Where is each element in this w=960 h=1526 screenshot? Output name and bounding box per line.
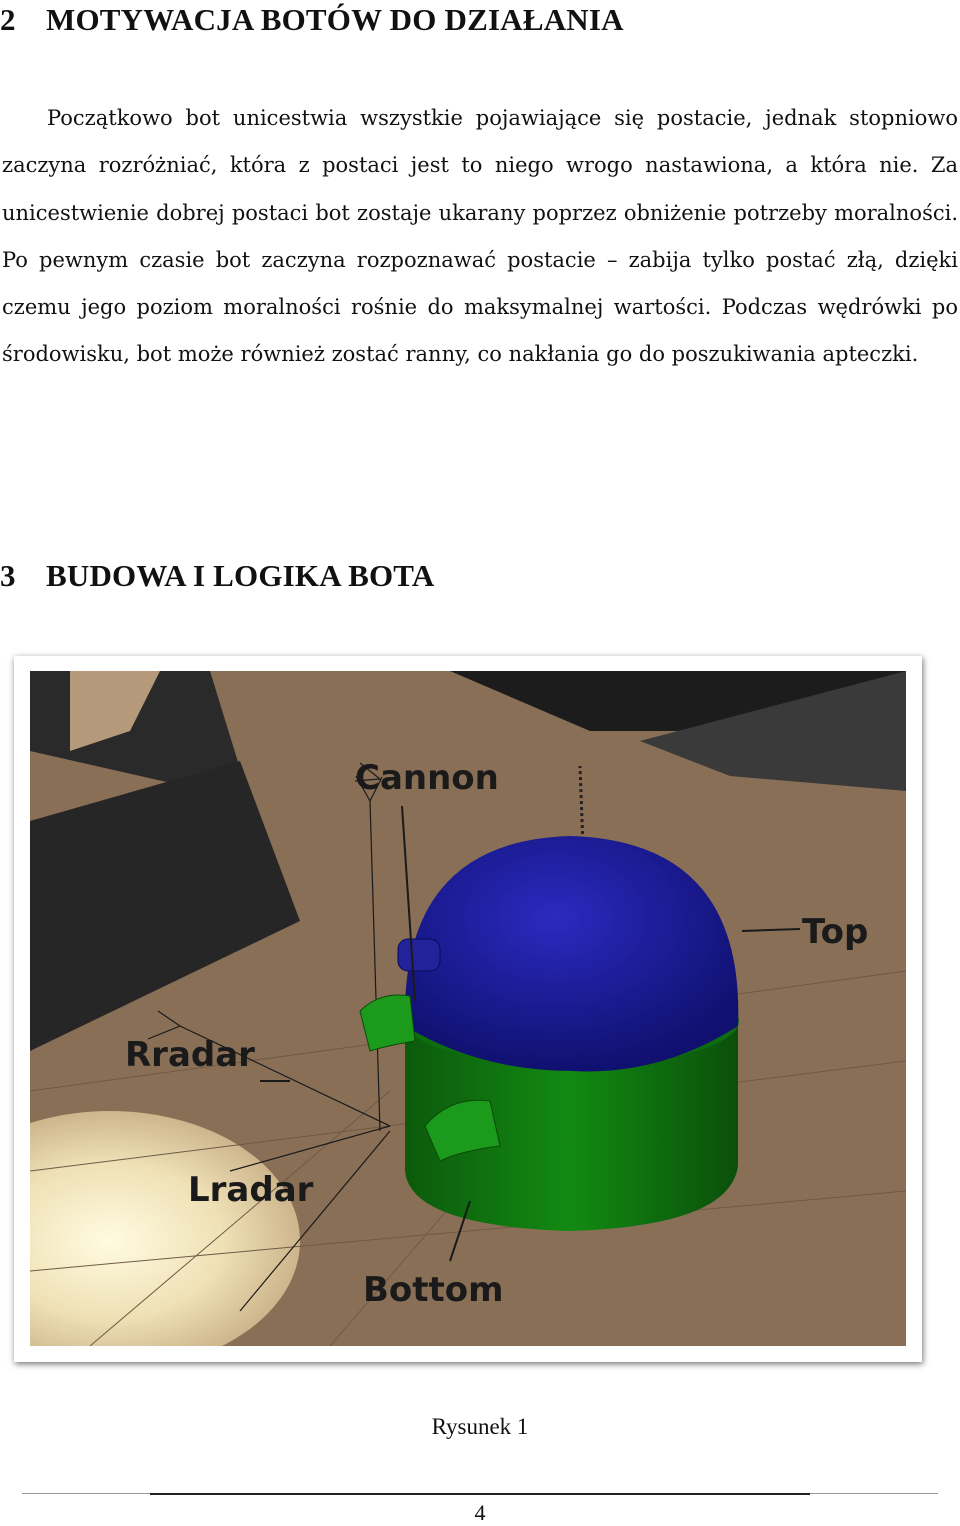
section-number: 2	[0, 2, 16, 37]
label-rradar: Rradar	[125, 1035, 255, 1075]
label-bottom: Bottom	[363, 1270, 504, 1310]
figure-bot-diagram	[14, 656, 922, 1362]
bot-render-image	[30, 671, 906, 1346]
page-number: 4	[474, 1500, 486, 1525]
section-heading-3	[0, 558, 434, 594]
section-title: MOTYWACJA BOTÓW DO DZIAŁANIA	[46, 2, 624, 37]
label-top: Top	[802, 912, 869, 952]
label-lradar: Lradar	[188, 1170, 314, 1210]
paragraph-text: Początkowo bot unicestwia wszystkie pojawiające się postacie, jednak stopniowo zaczyna rozróżniać, która z postaci jest to niego wrogo nastawiona, a która nie. Za unicestwienie dobrej postaci bot zostaje ukarany poprzez obniżenie potrzeby moralności. Po pewnym czasie bot zaczyna rozpoznawać postacie – zabija tylko postać złą, dzięki czemu jego poziom moralności rośnie do maksymalnej wartości. Podczas wędrówki po środowisku, bot może również zostać ranny, co nakłania go do poszukiwania apteczki.	[2, 106, 958, 367]
bot-cannon	[398, 939, 440, 971]
footer-divider-accent	[150, 1493, 810, 1495]
label-cannon: Cannon	[355, 758, 499, 798]
section-number: 3	[0, 558, 16, 593]
figure-caption: Rysunek 1	[431, 1414, 529, 1439]
section-title: BUDOWA I LOGIKA BOTA	[46, 558, 435, 593]
section-heading-2	[0, 2, 624, 38]
body-paragraph	[2, 95, 958, 379]
